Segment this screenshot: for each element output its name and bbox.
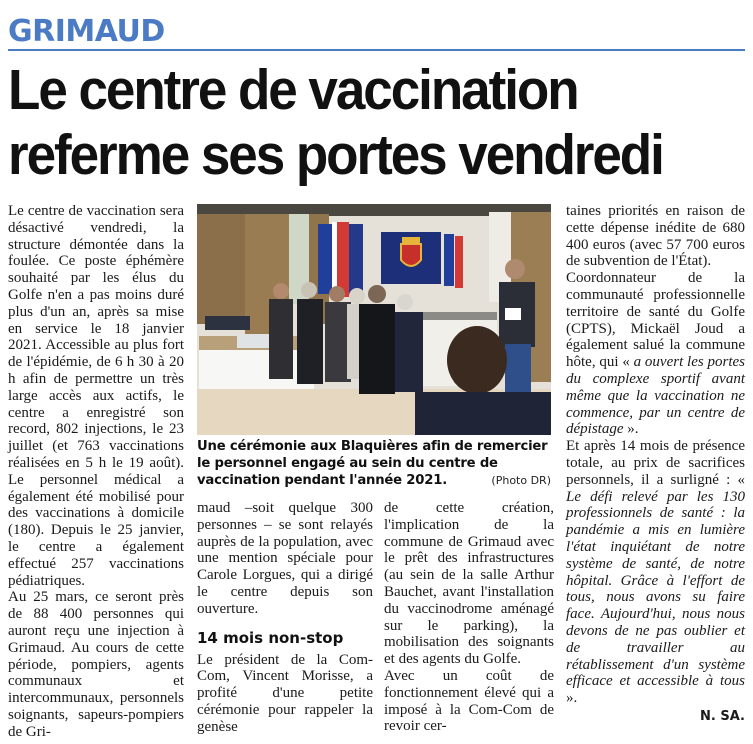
article-subheading: 14 mois non-stop [197,628,344,647]
paragraph: maud –soit quelque 300 personnes – se sont relayés auprès de la population, avec une mention spéciale pour Carole Lorgues, qui a dirigé le centre depuis son ouverture. [197,500,373,617]
photo-caption: Une cérémonie aux Blaquières afin de remercier le personnel engagé au sein du centre de vaccination pendant l'année 2021. [197,439,548,488]
article-column-1 [8,203,184,741]
paragraph [566,270,745,438]
article-headline [8,58,701,188]
section-kicker: GRIMAUD [8,14,165,49]
text: ». [566,690,578,707]
ceremony-photo-illustration [197,204,551,435]
author-signature: N. SA. [700,708,745,724]
headline-line-1: Le centre de vaccination [8,58,578,122]
text: Et après 14 mois de présence totale, au prix de sacrifices personnels, il a surligné : « [566,438,745,488]
paragraph: Avec un coût de fonctionnement élevé qui a imposé à la Com-Com de revoir cer- [384,667,554,735]
paragraph: de cette création, l'implication de la commune de Grimaud avec le prêt des infrastructures (au sein de la salle Arthur Bauchet, avant l'installation du vaccinodrome aménagé sur le parking), la mobilisation des soignants et des agents du Golfe. [384,500,554,668]
paragraph [566,438,745,707]
text: ». [623,421,639,438]
article-column-2 [197,500,373,736]
paragraph: Le centre de vaccination sera désactivé vendredi, la structure démontée dans la foulée. Ce poste éphémère souhaité par les élus du Golfe n'en a pas moins duré plus d'un an, après sa mise en service le 18 janvier 2021. Accessible au plus fort de l'épidémie, de 6 h 30 à 20 h afin de permettre un très large accès aux actifs, le centre a enregistré son record, 802 injections, le 23 juillet (et 763 vaccinations réalisées en 5 h le 19 août). Le personnel médical a également été mobilisé pour des vaccinations à domicile (180). Depuis le 25 janvier, le centre a également effectué 257 vaccinations pédiatriques. [8,203,184,589]
paragraph: Le président de la Com-Com, Vincent Morisse, a profité d'une petite cérémonie pour rappeler la genèse [197,651,373,735]
paragraph: Au 25 mars, ce seront près de 88 400 personnes qui auront reçu une injection à Grimaud. Au cours de cette période, pompiers, agents communaux et intercommunaux, personnels soignants, sapeurs-pompiers de Gri- [8,589,184,740]
photo-credit: (Photo DR) [491,474,551,487]
section-divider [8,49,745,51]
article-photo [197,204,551,435]
quote: Le défi relevé par les 130 professionnels de santé : la pandémie a mis en lumière l'état inquiétant de notre système de santé, de notre hôpital. Grâce à l'effort de tous, nous avons su faire face. Aujourd'hui, nous nous devons de ne pas oublier et de travailler au rétablissement d'un système efficace et accessible à tous [566,488,745,690]
headline-line-2: referme ses portes vendredi [8,123,663,187]
paragraph: taines priorités en raison de cette dépense inédite de 680 400 euros (avec 57 700 euros de subvention de l'État). [566,203,745,270]
article-column-4 [566,203,745,726]
text: Coordonnateur de la communauté professionnelle territoire de santé du Golfe (CPTS), Mickaël Joud a également salué la commune hôte, qui « [566,270,745,371]
article-column-3 [384,500,554,735]
quote: a ouvert les portes du complexe sportif avant même que la vaccination ne commence, par un centre de dépistage [566,354,746,438]
